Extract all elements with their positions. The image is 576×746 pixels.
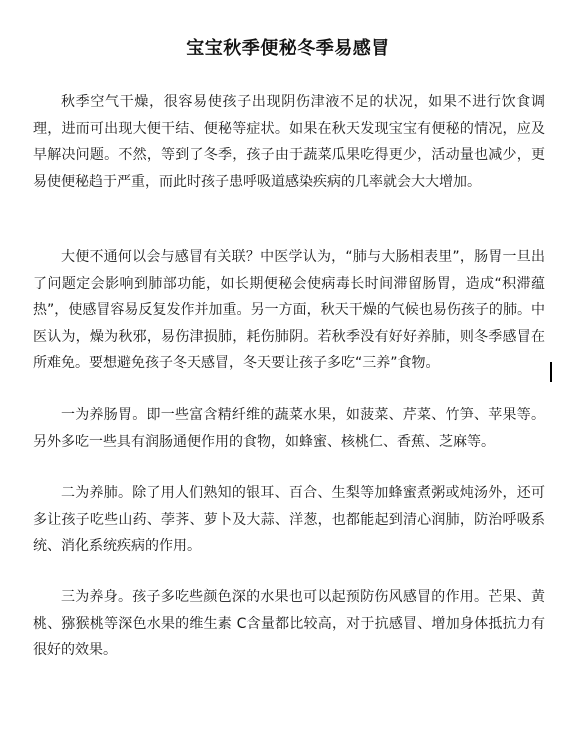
paragraph-nourish-intestines: 一为养肠胃。即一些富含精纤维的蔬菜水果，如菠菜、芹菜、竹笋、苹果等。另外多吃一些具有润肠通便作用的食物，如蜂蜜、核桃仁、香蕉、芝麻等。 — [33, 407, 545, 450]
paragraph-autumn-constipation: 秋季空气干燥，很容易使孩子出现阴伤津液不足的状况，如果不进行饮食调理，进而可出现大便干结、便秘等症状。如果在秋天发现宝宝有便秘的情况，应及早解决问题。不然，等到了冬季，孩子由于蔬菜瓜果吃得更少，活动量也减少，更易使便秘趋于严重，而此时孩子患呼吸道感染疾病的几率就会大大增加。 — [33, 94, 545, 190]
paragraph-tcm-explanation: 大便不通何以会与感冒有关联？中医学认为，“肺与大肠相表里”，肠胃一旦出了问题定会影响到肺部功能，如长期便秘会使病毒长时间滞留肠胃，造成“积滞蕴热”，使感冒容易反复发作并加重。另一方面，秋天干燥的气候也易伤孩子的肺。中医认为，燥为秋邪，易伤津损肺，耗伤肺阴。若秋季没有好好养肺，则冬季感冒在所难免。要想避免孩子冬天感冒，冬天要让孩子多吃“三养”食物。 — [33, 249, 545, 371]
document-title: 宝宝秋季便秘冬季易感冒 — [186, 38, 390, 59]
paragraph-nourish-lungs: 二为养肺。除了用人们熟知的银耳、百合、生梨等加蜂蜜煮粥或炖汤外，还可多让孩子吃些山药、荸荠、萝卜及大蒜、洋葱，也都能起到清心润肺，防治呼吸系统、消化系统疾病的作用。 — [33, 485, 545, 554]
text-cursor — [550, 362, 552, 382]
paragraph-nourish-body: 三为养身。孩子多吃些颜色深的水果也可以起预防伤风感冒的作用。芒果、黄桃、猕猴桃等深色水果的维生素 C含量都比较高，对于抗感冒、增加身体抵抗力有很好的效果。 — [33, 589, 545, 658]
